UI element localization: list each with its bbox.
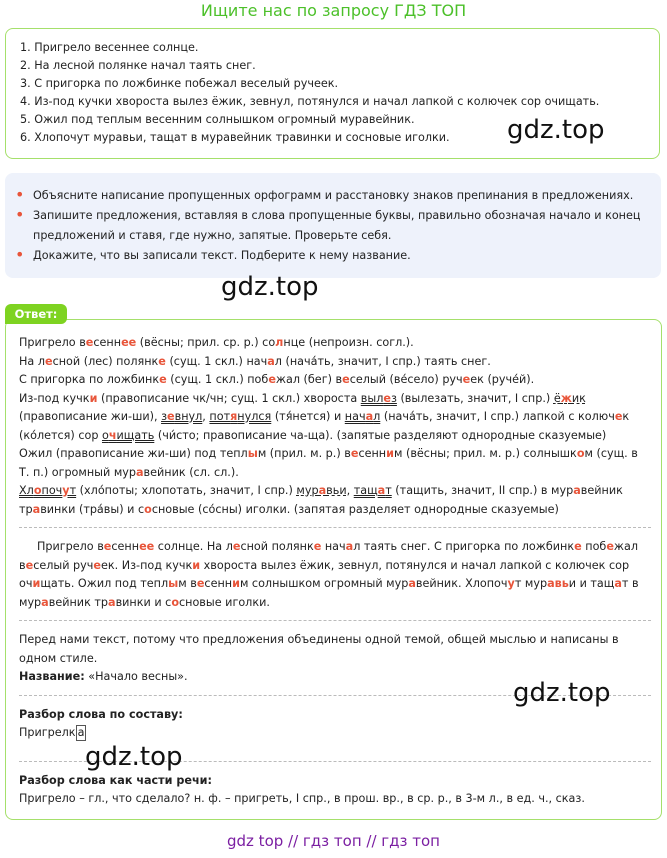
answer-line: Из-под кучки (правописание чк/чн; сущ. 1 скл.) хвороста вылез (вылезать, значит, I спр.) ёжик (правописание жи-ши), зевнул, потянулся (тя́нется) и начал (нача́ть, значит, I спр.) лапкой с колючек (ко́лется) сор очищать (чи́сто; правописание ча-ща). (запятые разделяют однородные сказуемые) (19, 391, 630, 442)
instruction-item: • Запишите предложения, вставляя в слова пропущенные буквы, правильно обозначая начало и конец предложений и ставя, где нужно, запятые. Проверьте себя. (15, 206, 651, 246)
task-line: 6. Хлопочут муравьи, тащат в муравейник травинки и сосновые иголки. (20, 131, 450, 144)
instruction-item: • Объясните написание пропущенных орфограмм и расстановку знаков препинания в предложениях. (15, 186, 651, 206)
pos-text: Пригрело – гл., что сделало? н. ф. – пригреть, I спр., в прош. вр., в ср. р., в 3-м л., в ед. ч., сказ. (19, 792, 585, 805)
watermark: gdz.top (221, 272, 319, 302)
morph-stem: Пригрелк (19, 726, 76, 739)
answer-line: Пригрело весеннее (вёсны; прил. ср. р.) солнце (непроизн. согл.). (19, 336, 414, 349)
pos-label: Разбор слова как части речи: (19, 773, 212, 787)
text-reason: Перед нами текст, потому что предложения объединены одной темой, общей мыслью и написаны в одном стиле. (19, 633, 619, 665)
watermark: gdz.top (513, 678, 611, 708)
instructions-box (5, 173, 661, 278)
watermark: gdz.top (85, 742, 183, 772)
search-hint[interactable]: Ищите нас по запросу ГДЗ ТОП (200, 1, 467, 20)
footer-links[interactable]: gdz top // гдз топ // гдз топ (227, 832, 440, 850)
task-line: 5. Ожил под теплым весенним солнышком огромный муравейник. (20, 113, 415, 126)
task-line: 1. Пригрело весеннее солнце. (20, 41, 199, 54)
answer-line: На лесной (лес) полянке (сущ. 1 скл.) начал (нача́ть, значит, I спр.) таять снег. (19, 354, 491, 368)
morph-label: Разбор слова по составу: (19, 707, 183, 721)
title-value: «Начало весны». (88, 670, 188, 683)
instruction-item: • Докажите, что вы записали текст. Подберите к нему название. (15, 246, 651, 266)
title-label: Название: (19, 670, 85, 683)
morph-word (19, 724, 651, 743)
watermark: gdz.top (507, 115, 605, 145)
task-line: 3. С пригорка по ложбинке побежал веселый ручеек. (20, 77, 339, 90)
morph-ending: а (77, 726, 85, 739)
task-line: 4. Из-под кучки хвороста вылез ёжик, зевнул, потянулся и начал лапкой с колючек сор очищать. (20, 95, 600, 108)
divider (19, 527, 651, 528)
clean-text: Пригрело весеннее солнце. На лесной полянке начал таять снег. С пригорка по ложбинке побежал веселый ручеек. Из-под кучки хвороста вылез ёжик, зевнул, потянулся и начал лапкой с колючек сор очищать. Ожил под теплым весенним солнышком огромный муравейник. Хлопочут муравьи и тащат в муравейник травинки и сосновые иголки. (19, 540, 639, 609)
answer-line: С пригорка по ложбинке (сущ. 1 скл.) побежал (бег) веселый (ве́село) ручеек (руче́й). (19, 373, 535, 386)
answer-line: Ожил (правописание жи-ши) под теплым (прил. м. р.) весенним (вёсны; прил. м. р.) солнышком (сущ. в Т. п.) огромный муравейник (сл. сл.). (19, 447, 638, 479)
answer-line: Хлопочут (хло́поты; хлопотать, значит, I спр.) муравьи, тащат (тащить, значит, II спр.) в муравейник травинки (тра́вы) и сосновые (со́сны) иголки. (запятая разделяет однородные сказуемые) (19, 484, 623, 516)
task-line: 2. На лесной полянке начал таять снег. (20, 59, 256, 72)
divider (19, 620, 651, 621)
answer-badge: Ответ: (5, 304, 67, 324)
